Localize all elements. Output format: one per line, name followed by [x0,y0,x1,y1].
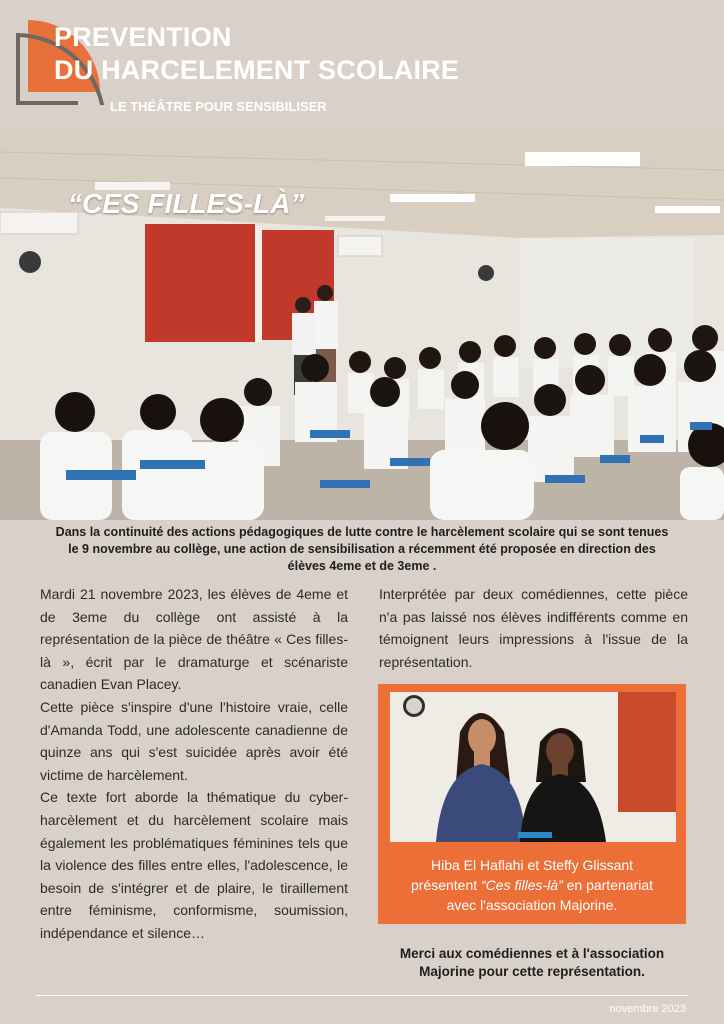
page-subtitle: LE THÉÂTRE POUR SENSIBILISER [110,99,327,114]
intro-caption: Dans la continuité des actions pédagogiques de lutte contre le harcèlement scolaire qui se sont tenues le 9 novembre au collège, une action de sensibilisation a récemment été proposée en direction des élèves 4eme et de 3eme . [55,525,669,573]
actresses-photo [390,692,676,842]
caption-text: présentent [410,877,478,893]
page-title-line-2: DU HARCELEMENT SCOLAIRE [54,55,460,85]
play-title: “Ces filles-là” [481,877,563,893]
article-left-column [40,583,348,945]
caption-line: avec l'association Majorine. [446,897,618,913]
actresses-caption [384,855,680,915]
article-right-column [379,583,688,673]
article-paragraph: Mardi 21 novembre 2023, les élèves de 4eme et de 3eme du collège ont assisté à la représentation de la pièce de théâtre « Ces filles-là », écrit par le dramaturge et scénariste canadien Evan Placey. [40,586,348,693]
hero-photo-title: “CES FILLES-LÀ” [68,188,305,219]
caption-line: Hiba El Haflahi et Steffy Glissant [430,857,634,873]
article-paragraph: Ce texte fort aborde la thématique du cyber-harcèlement et du harcèlement scolaire mais également les problématiques féminines tels que la violence des filles entre elles, l'adolescence, le besoin de s'intégrer et de plaire, le tiraillement entre féminisme, conformisme, soumission, indépendance et silence… [40,789,348,941]
page-header [0,0,724,130]
footer-divider [36,995,688,996]
article-paragraph: Cette pièce s'inspire d'une l'histoire vraie, celle d'Amanda Todd, une adolescente canadienne de quinze ans qui s'est suicidée après avoir été victime de harcèlement. [40,698,348,783]
caption-line [384,875,680,895]
actresses-illustration [390,692,676,842]
thanks-message: Merci aux comédiennes et à l'association Majorine pour cette représentation. [399,946,665,979]
footer-date: novembre 2023 [609,1003,686,1015]
caption-text: en partenariat [566,877,654,893]
page-title-line-1: PREVENTION [54,22,232,52]
article-paragraph: Interprétée par deux comédiennes, cette pièce n'a pas laissé nos élèves indifférents comme en témoignent leurs impressions à l'issue de la représentation. [379,586,688,670]
